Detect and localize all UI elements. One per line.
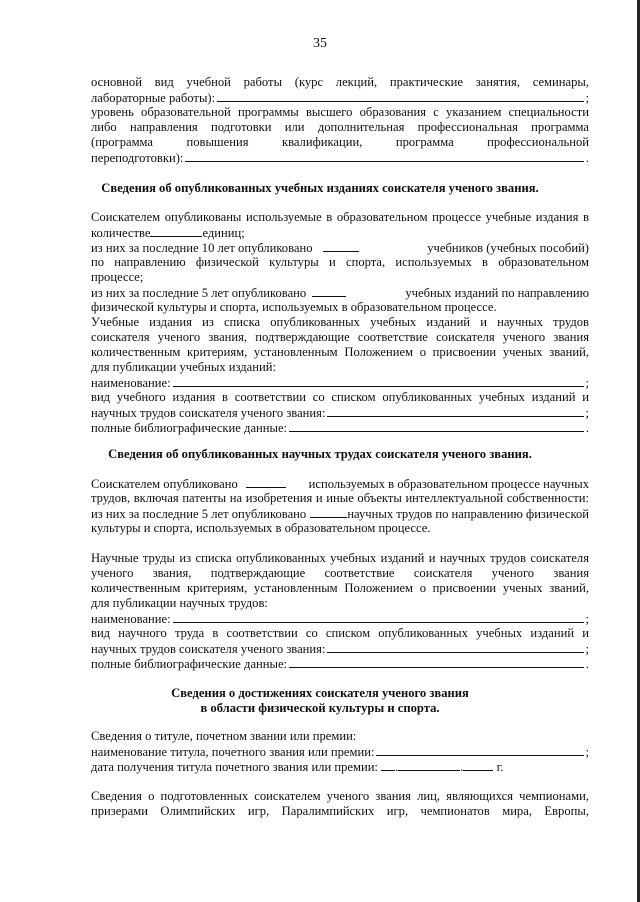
text-line: для публикации научных трудов: xyxy=(91,596,268,610)
blank-field[interactable] xyxy=(289,420,584,432)
text-line: Научные труды из списка опубликованных учебных изданий и научных трудов соискателя xyxy=(91,551,589,565)
text-line: уровень образовательной программы высшего образования с указанием специальности xyxy=(91,105,589,119)
text-line: Учебные издания из списка опубликованных учебных изданий и научных трудов xyxy=(91,315,589,329)
text-line-with-blank: полные библиографические данные: . xyxy=(91,421,589,435)
year-blank[interactable] xyxy=(463,759,493,771)
section-heading: Сведения об опубликованных учебных изданиях соискателя ученого звания. xyxy=(101,181,539,195)
text-line: основной вид учебной работы (курс лекций, практические занятия, семинары, xyxy=(91,75,589,89)
text-line-with-blank: из них за последние 5 лет опубликовано научных трудов по направлению физической xyxy=(91,507,589,521)
text-line: трудов, включая патенты на изобретения и иные объекты интеллектуальной собственности: xyxy=(91,491,589,505)
blank-field[interactable] xyxy=(217,90,583,102)
text-line-with-blank: научных трудов соискателя ученого звания: ; xyxy=(91,406,589,420)
text-line: либо направления подготовки или дополнительная профессиональная программа xyxy=(91,120,589,134)
section-heading-line-2: в области физической культуры и спорта. xyxy=(200,701,440,715)
page-number: 35 xyxy=(313,36,327,51)
text-line-with-blank: наименование: ; xyxy=(91,376,589,390)
text-line: Соискателем опубликованы используемые в образовательном процессе учебные издания в xyxy=(91,210,589,224)
blank-field[interactable] xyxy=(323,240,359,252)
blank-field[interactable] xyxy=(312,285,346,297)
blank-field[interactable] xyxy=(150,225,202,237)
text-line: (программа повышения квалификации, программа профессиональной xyxy=(91,135,589,149)
blank-field[interactable] xyxy=(246,476,286,488)
section-heading: Сведения об опубликованных научных трудах соискателя ученого звания. xyxy=(108,447,532,461)
text-line-with-blank: наименование: ; xyxy=(91,612,589,626)
text-line: вид научного труда в соответствии со списком опубликованных учебных изданий и xyxy=(91,626,589,640)
date-line: дата получения титула почетного звания или премии: . . г. xyxy=(91,760,504,774)
text-line: Сведения о подготовленных соискателем ученого звания лиц, являющихся чемпионами, xyxy=(91,789,589,803)
text-line-with-blank: Соискателем опубликовано используемых в образовательном процессе научных xyxy=(91,477,589,491)
text-line: для публикации учебных изданий: xyxy=(91,360,276,374)
blank-field[interactable] xyxy=(173,611,584,623)
text-line: соискателя ученого звания, подтверждающие соответствие соискателя ученого звания xyxy=(91,330,589,344)
blank-field[interactable] xyxy=(173,375,584,387)
text-line: вид учебного издания в соответствии со списком опубликованных учебных изданий и xyxy=(91,390,589,404)
blank-field[interactable] xyxy=(289,656,584,668)
text-line: количественным критериям, установленным Положением о присвоении ученых званий, xyxy=(91,345,589,359)
text-line: призерами Олимпийских игр, Паралимпийских игр, чемпионатов мира, Европы, xyxy=(91,804,589,818)
text-line: количественным критериям, установленным Положением о присвоении ученых званий, xyxy=(91,581,589,595)
text-line-with-blank: лабораторные работы): ; xyxy=(91,91,589,105)
text-line: ученого звания, подтверждающие соответствие соискателя ученого звания xyxy=(91,566,589,580)
section-heading: Сведения о достижениях соискателя ученого звания xyxy=(171,686,469,700)
blank-field[interactable] xyxy=(310,506,347,518)
month-blank[interactable] xyxy=(398,759,460,771)
day-blank[interactable] xyxy=(381,759,395,771)
text-line: культуры и спорта, используемых в образовательном процессе. xyxy=(91,521,431,535)
text-line: процессе; xyxy=(91,270,144,284)
blank-field[interactable] xyxy=(327,641,583,653)
text-line-with-blank: полные библиографические данные: . xyxy=(91,657,589,671)
text-line: физической культуры и спорта, используемых в образовательном процессе. xyxy=(91,300,497,314)
text-line-with-blank: наименование титула, почетного звания или премии: ; xyxy=(91,745,589,759)
text-line-with-blank: из них за последние 10 лет опубликовано учебников (учебных пособий) xyxy=(91,241,589,255)
text-line-with-blank: переподготовки): . xyxy=(91,151,589,165)
blank-field[interactable] xyxy=(185,150,583,162)
text-line-with-blank: количестве единиц; xyxy=(91,226,245,240)
text-line-with-blank: научных трудов соискателя ученого звания: ; xyxy=(91,642,589,656)
text-line: по направлению физической культуры и спорта, используемых в образовательном xyxy=(91,255,589,269)
blank-field[interactable] xyxy=(327,405,583,417)
blank-field[interactable] xyxy=(376,744,583,756)
text-line: Сведения о титуле, почетном звании или премии: xyxy=(91,729,357,743)
text-line-with-blank: из них за последние 5 лет опубликовано учебных изданий по направлению xyxy=(91,286,589,300)
